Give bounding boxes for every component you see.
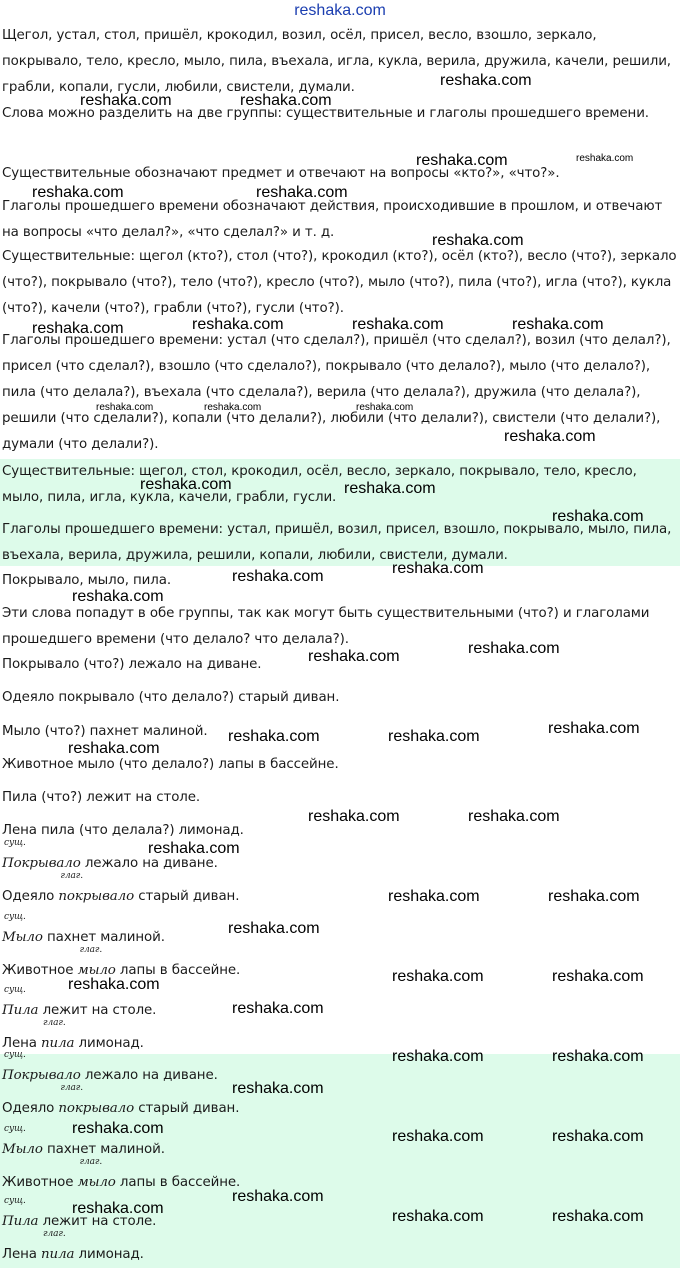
watermark: reshaka.com bbox=[232, 1188, 324, 1205]
watermark: reshaka.com bbox=[388, 888, 480, 905]
watermark: reshaka.com bbox=[232, 1000, 324, 1017]
example-sentence: Мыло (что?) пахнет малиной. bbox=[2, 724, 208, 739]
watermark: reshaka.com bbox=[576, 153, 634, 164]
watermark: reshaka.com bbox=[552, 968, 644, 985]
watermark: reshaka.com bbox=[468, 808, 560, 825]
watermark: reshaka.com bbox=[96, 402, 154, 413]
watermark: reshaka.com bbox=[232, 568, 324, 585]
watermark: reshaka.com bbox=[32, 184, 124, 201]
verbs-definition-paragraph: Глаголы прошедшего времени обозначают действия, происходившие в прошлом, и отвечают на вопросы «что делал?», «что сделал?» и т. д. bbox=[2, 199, 663, 240]
watermark: reshaka.com bbox=[432, 232, 524, 249]
watermark: reshaka.com bbox=[344, 480, 436, 497]
watermark: reshaka.com bbox=[468, 640, 560, 657]
marked-sentence-highlighted: сущ. Мыло пахнет малиной. bbox=[2, 1124, 165, 1157]
marked-sentence-highlighted: Животное глаг. мыло лапы в бассейне. bbox=[2, 1157, 241, 1190]
watermark: reshaka.com bbox=[80, 92, 172, 109]
watermark: reshaka.com bbox=[72, 1120, 164, 1137]
marked-sentence-highlighted: сущ. Покрывало лежало на диване. bbox=[2, 1050, 218, 1083]
marked-sentence: сущ. Покрывало лежало на диване. bbox=[2, 838, 218, 871]
example-sentence: Одеяло покрывало (что делало?) старый диван. bbox=[2, 690, 340, 705]
watermark: reshaka.com bbox=[148, 840, 240, 857]
marked-sentence-highlighted: сущ. Пила лежит на столе. bbox=[2, 1196, 157, 1229]
marked-sentence: Одеяло глаг. покрывало старый диван. bbox=[2, 871, 240, 904]
watermark: reshaka.com bbox=[392, 1208, 484, 1225]
watermark: reshaka.com bbox=[392, 560, 484, 577]
word-list-paragraph: Щегол, устал, стол, пришёл, крокодил, возил, осёл, присел, весло, взошло, зеркало, покрывало, тело, кресло, мыло, пила, въехала, игла, кукла, верила, дружила, качели, решили, грабли, копали, гусли, любили, свистели, думали. bbox=[2, 28, 671, 95]
watermark: reshaka.com bbox=[204, 402, 262, 413]
watermark: reshaka.com bbox=[440, 72, 532, 89]
watermark: reshaka.com bbox=[356, 402, 414, 413]
watermark: reshaka.com bbox=[512, 316, 604, 333]
verbs-list-paragraph: Глаголы прошедшего времени: устал, пришёл, возил, присел, взошло, покрывало, мыло, пила, въехала, верила, дружила, решили, копали, любили, свистели, думали. bbox=[2, 522, 672, 563]
nouns-with-questions-paragraph: Существительные: щегол (кто?), стол (что?), крокодил (кто?), осёл (кто?), весло (что?), зеркало (что?), покрывало (что?), тело (что?), кресло (что?), мыло (что?), пила (что?), игла (что?), кукла (что?), качели (что?), грабли (что?), гусли (что?). bbox=[2, 249, 677, 316]
watermark: reshaka.com bbox=[548, 888, 640, 905]
watermark: reshaka.com bbox=[308, 808, 400, 825]
watermark: reshaka.com bbox=[552, 1208, 644, 1225]
watermark: reshaka.com bbox=[32, 320, 124, 337]
watermark: reshaka.com bbox=[256, 184, 348, 201]
watermark: reshaka.com bbox=[228, 728, 320, 745]
watermark: reshaka.com bbox=[388, 728, 480, 745]
watermark: reshaka.com bbox=[352, 316, 444, 333]
watermark: reshaka.com bbox=[140, 476, 232, 493]
watermark: reshaka.com bbox=[552, 1128, 644, 1145]
watermark: reshaka.com bbox=[392, 1048, 484, 1065]
marked-sentence: сущ. Пила лежит на столе. bbox=[2, 985, 157, 1018]
nouns-list-paragraph: Существительные: щегол, стол, крокодил, осёл, весло, зеркало, покрывало, тело, кресло, мыло, пила, игла, кукла, качели, грабли, гусли. bbox=[2, 464, 637, 505]
marked-sentence: Животное глаг. мыло лапы в бассейне. bbox=[2, 945, 241, 978]
example-sentence: Пила (что?) лежит на столе. bbox=[2, 790, 201, 805]
both-groups-words: Покрывало, мыло, пила. bbox=[2, 573, 172, 588]
marked-sentence: сущ. Мыло пахнет малиной. bbox=[2, 912, 165, 945]
marked-sentence-highlighted: Лена глаг. пила лимонад. bbox=[2, 1229, 144, 1262]
watermark: reshaka.com bbox=[416, 152, 508, 169]
watermark: reshaka.com bbox=[240, 92, 332, 109]
example-sentence: Покрывало (что?) лежало на диване. bbox=[2, 657, 262, 672]
watermark: reshaka.com bbox=[392, 968, 484, 985]
watermark: reshaka.com bbox=[228, 920, 320, 937]
watermark: reshaka.com bbox=[392, 1128, 484, 1145]
example-sentence: Лена пила (что делала?) лимонад. bbox=[2, 823, 244, 838]
watermark: reshaka.com bbox=[68, 740, 160, 757]
watermark: reshaka.com bbox=[232, 1080, 324, 1097]
site-header-link[interactable]: reshaka.com bbox=[294, 2, 386, 19]
watermark: reshaka.com bbox=[308, 648, 400, 665]
groups-intro-paragraph: Слова можно разделить на две группы: существительные и глаголы прошедшего времени. bbox=[2, 106, 649, 121]
watermark: reshaka.com bbox=[72, 1200, 164, 1217]
watermark: reshaka.com bbox=[68, 976, 160, 993]
verbs-with-questions-paragraph: Глаголы прошедшего времени: устал (что сделал?), пришёл (что сделал?), возил (что делал?), присел (что сделал?), взошло (что сделало?), покрывало (что делало?), мыло (что делало?), пила (что делала?), въехала (что сделала?), верила (что делала?), дружила (что делала?), решили (что сделали?), копали (что делали?), любили (что делали?), свистели (что делали?), думали (что делали?). bbox=[2, 333, 671, 452]
example-sentence: Животное мыло (что делало?) лапы в бассейне. bbox=[2, 757, 339, 772]
marked-sentence: Лена глаг. пила лимонад. bbox=[2, 1018, 144, 1051]
watermark: reshaka.com bbox=[552, 508, 644, 525]
both-groups-explanation: Эти слова попадут в обе группы, так как могут быть существительными (что?) и глаголами прошедшего времени (что делало? что делала?). bbox=[2, 606, 650, 647]
marked-sentence-highlighted: Одеяло глаг. покрывало старый диван. bbox=[2, 1083, 240, 1116]
watermark: reshaka.com bbox=[504, 428, 596, 445]
watermark: reshaka.com bbox=[548, 720, 640, 737]
watermark: reshaka.com bbox=[192, 316, 284, 333]
nouns-definition-paragraph: Существительные обозначают предмет и отвечают на вопросы «кто?», «что?». bbox=[2, 166, 560, 181]
watermark: reshaka.com bbox=[72, 588, 164, 605]
watermark: reshaka.com bbox=[552, 1048, 644, 1065]
